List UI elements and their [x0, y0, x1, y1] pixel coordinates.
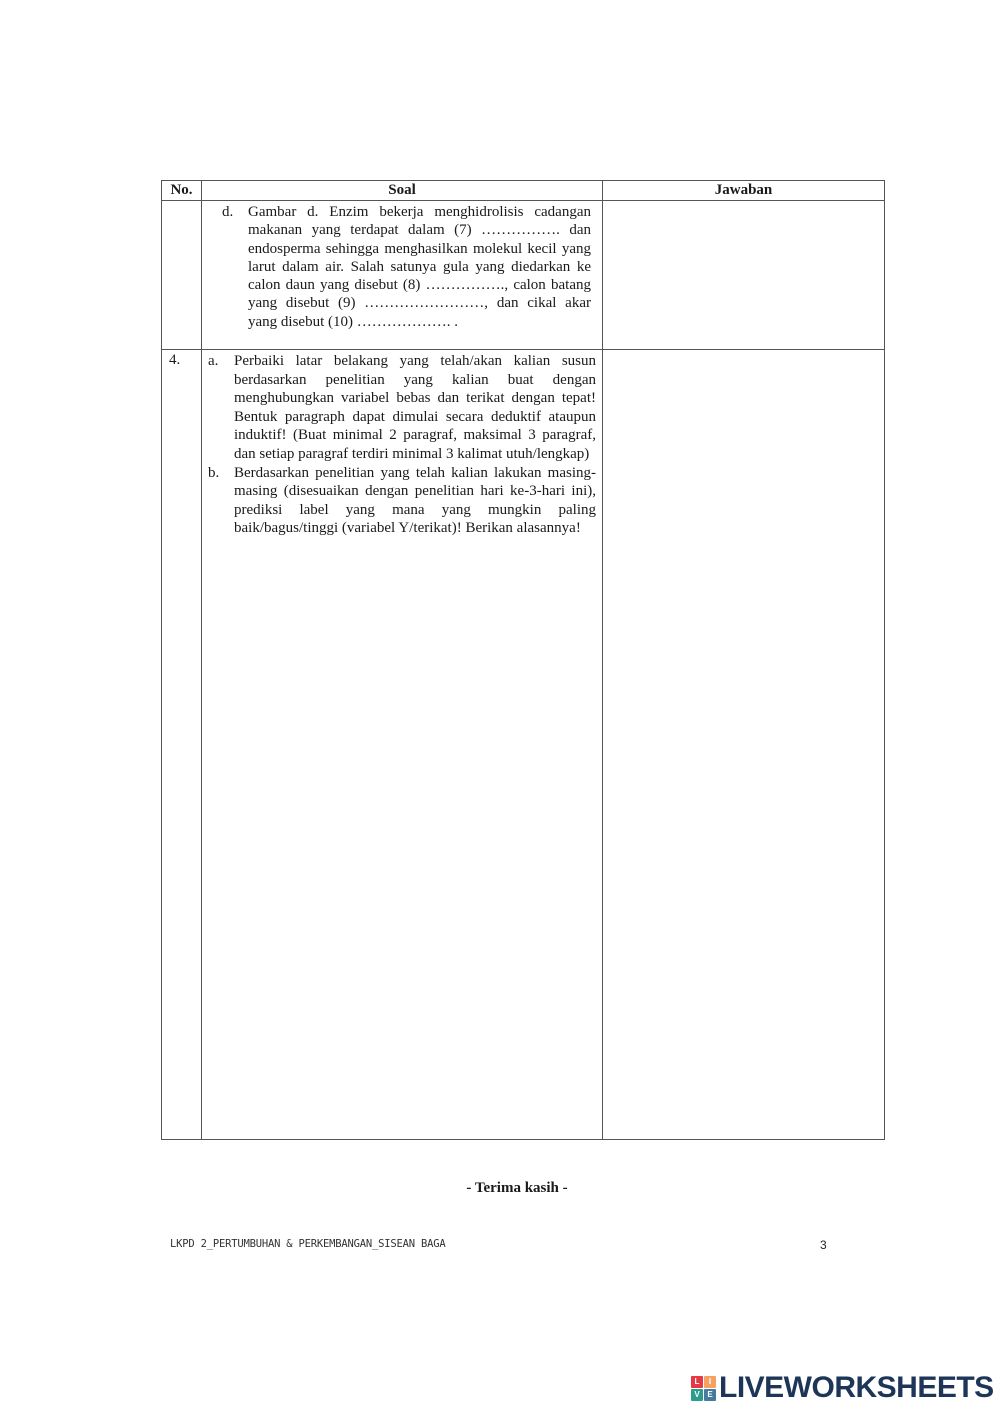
page-number: 3: [820, 1238, 827, 1252]
live-grid-icon: [691, 1376, 716, 1401]
table-row-4: [162, 350, 885, 1140]
brand-name: LIVEWORKSHEETS: [719, 1371, 994, 1404]
worksheet-table: [161, 180, 885, 1140]
icon-letter-e: E: [704, 1389, 716, 1401]
icon-letter-i: I: [704, 1376, 716, 1388]
item-d-text: Gambar d. Enzim bekerja menghidrolisis cadangan makanan yang terdapat dalam (7) ……………. dan endosperma sehingga menghasilkan molekul kecil yang larut dalam air. Salah satunya gula yang diedarkan ke calon daun yang disebut (8) ……………., calon batang yang disebut (9) ……………………, dan cikal akar yang disebut (10) ………………. .: [248, 204, 591, 330]
icon-letter-l: L: [691, 1376, 703, 1388]
closing-text: - Terima kasih -: [466, 1180, 568, 1196]
no-cell-empty: [162, 201, 202, 350]
item-a: [208, 352, 596, 464]
footer-document-title: LKPD 2_PERTUMBUHAN & PERKEMBANGAN_SISEAN BAGA: [170, 1238, 446, 1250]
header-no: No.: [162, 181, 202, 201]
item-d-label: d.: [222, 204, 234, 220]
row-number-4: 4.: [162, 350, 202, 1140]
icon-letter-v: V: [691, 1389, 703, 1401]
answer-cell-d[interactable]: [603, 201, 885, 350]
item-a-label: a.: [208, 353, 219, 369]
header-jawaban: Jawaban: [603, 181, 885, 201]
soal-cell-d: [202, 201, 603, 350]
item-b-text: Berdasarkan penelitian yang telah kalian lakukan masing-masing (disesuaikan dengan penelitian hari ke-3-hari ini), prediksi label yang mana yang mungkin paling baik/bagus/tinggi (variabel Y/terikat)! Berikan alasannya!: [234, 464, 596, 537]
item-a-text: Perbaiki latar belakang yang telah/akan kalian susun berdasarkan penelitian yang kalian buat dengan menghubungkan variabel bebas dan terikat dengan tepat! Bentuk paragraph dapat dimulai secara deduktif ataupun induktif! (Buat minimal 2 paragraf, maksimal 3 paragraf, dan setiap paragraf terdiri minimal 3 kalimat utuh/lengkap): [234, 353, 596, 462]
table-header-row: [162, 181, 885, 201]
header-soal: Soal: [202, 181, 603, 201]
soal-cell-4: [202, 350, 603, 1140]
item-b-label: b.: [208, 464, 220, 481]
answer-cell-4[interactable]: [603, 350, 885, 1140]
item-b: [208, 464, 596, 538]
table-row-3d: [162, 201, 885, 350]
liveworksheets-logo: [691, 1373, 994, 1403]
